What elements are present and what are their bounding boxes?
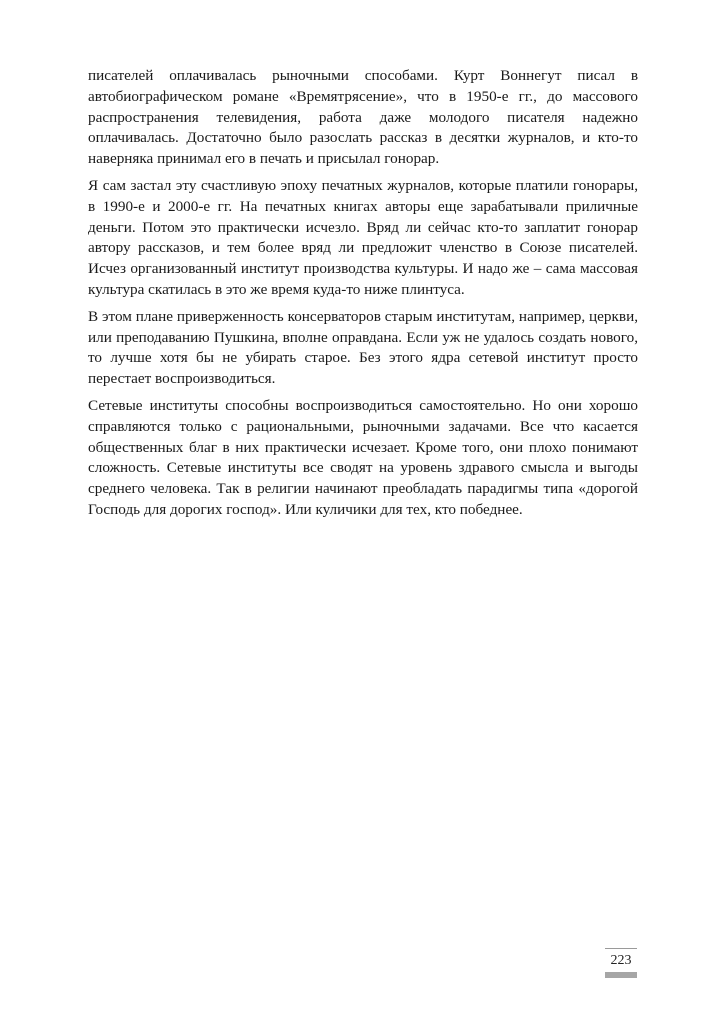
paragraph-1: писателей оплачивалась рыночными способами. Курт Воннегут писал в автобиографическом романе «Времятрясение», что в 1950-е гг., до массового распространения телевидения, работа даже молодого писателя надежно оплачивалась. Достаточно было разослать рассказ в десятки журналов, и кто-то наверняка принимал его в печать и присылал гонорар. <box>88 67 638 168</box>
paragraph-4: Сетевые институты способны воспроизводиться самостоятельно. Но они хорошо справляются только с рациональными, рыночными задачами. Все что касается общественных благ в них практически исчезает. Кроме того, они плохо понимают сложность. Сетевые институты все сводят на уровень здравого смысла и выгоды среднего человека. Так в религии начинают преобладать парадигмы типа «дорогой Господь для дорогих господ». Или куличики для тех, кто победнее. <box>88 396 638 518</box>
page-number-bar <box>605 972 637 978</box>
page-number: 223 <box>610 953 632 968</box>
body-text <box>88 66 638 527</box>
paragraph-3: В этом плане приверженность консерваторов старым институтам, например, церкви, или преподаванию Пушкина, вполне оправдана. Если уж не удалось создать нового, то лучше хотя бы не убирать старое. Без этого ядра сетевой институт просто перестает воспроизводиться. <box>88 307 638 388</box>
paragraph-2: Я сам застал эту счастливую эпоху печатных журналов, которые платили гонорары, в 1990-е и 2000-е гг. На печатных книгах авторы еще зарабатывали приличные деньги. Потом это практически исчезло. Вряд ли сейчас кто-то заплатит гонорар автору рассказов, и тем более вряд ли предложит членство в Союзе писателей. Исчез организованный институт производства культуры. И надо же – сама массовая культура скатилась в это же время куда-то ниже плинтуса. <box>88 176 638 298</box>
page-footer <box>605 948 637 978</box>
